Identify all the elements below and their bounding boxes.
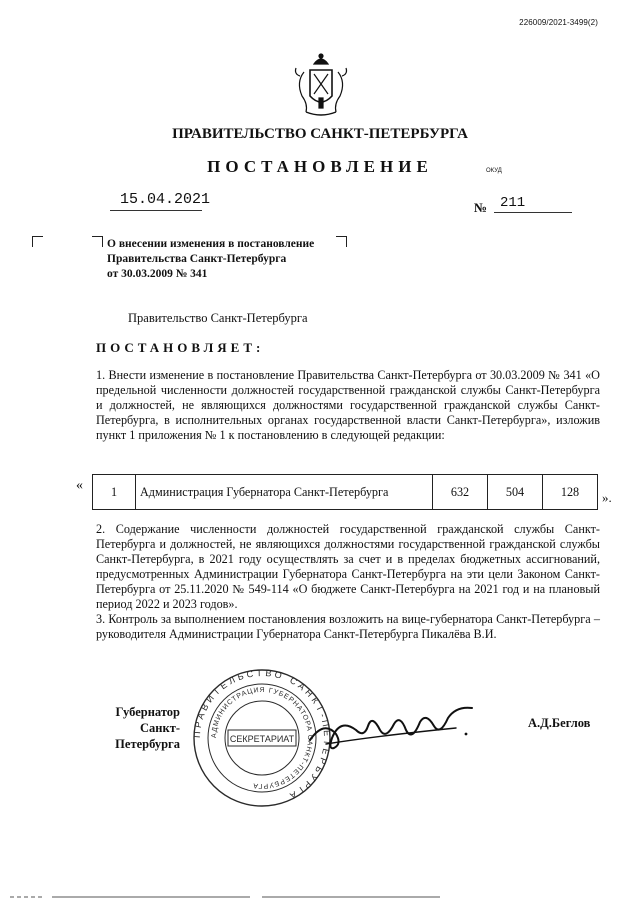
table-cell-name: Администрация Губернатора Санкт-Петербурга — [136, 475, 433, 510]
paragraph-3: 3. Контроль за выполнением постановления возложить на вице-губернатора Санкт-Петербурга – руководителя Администрации Губернатора Санкт-Петербурга Пикалёва В.И. — [96, 612, 600, 641]
subject-line: от 30.03.2009 № 341 — [107, 268, 208, 280]
table-cell-value: 128 — [543, 475, 598, 510]
table-cell-number: 1 — [93, 475, 136, 510]
seal-outer-text: ПРАВИТЕЛЬСТВО САНКТ-ПЕТЕРБУРГА — [192, 668, 332, 803]
okud-label: ОКУД — [486, 168, 502, 174]
coat-of-arms-icon — [292, 52, 350, 118]
quote-close: ». — [602, 490, 612, 505]
table-cell-value: 504 — [488, 475, 543, 510]
paragraph-2: 2. Содержание численности должностей государственной гражданской службы Санкт-Петербурга и должностей, не являющихся должностями государственной гражданской службы Санкт-Петербурга, в 2021 году осуществлять за счет и в пределах бюджетных ассигнований, предусмотренных Администрации Губернатора Санкт-Петербурга на эти цели Законом Санкт-Петербурга от 25.11.2020 № 549-114 «О бюджете Санкт-Петербурга на 2021 год и на плановый период 2022 и 2023 годов». — [96, 522, 600, 611]
corner-mark-subject-start — [92, 236, 103, 247]
signatory-title — [80, 704, 180, 752]
subject-line: О внесении изменения в постановление — [107, 238, 315, 250]
signatory-title-line: Губернатор — [115, 705, 180, 719]
staff-limit-table — [92, 474, 598, 510]
handwritten-signature — [306, 700, 476, 760]
date-underline — [110, 210, 202, 211]
number-label: № — [474, 200, 488, 215]
document-number: 211 — [500, 195, 526, 211]
corner-mark-left — [32, 236, 43, 247]
document-subject — [107, 237, 367, 282]
organization-title: ПРАВИТЕЛЬСТВО САНКТ-ПЕТЕРБУРГА — [172, 126, 468, 142]
document-type: ПОСТАНОВЛЕНИЕ — [207, 157, 433, 176]
quote-open: « — [76, 478, 83, 493]
signatory-title-line: Санкт-Петербурга — [115, 721, 180, 751]
paragraph-1: 1. Внести изменение в постановление Правительства Санкт-Петербурга от 30.03.2009 № 341 «О предельной численности должностей государственной гражданской службы Санкт-Петербурга и должностей, не являющихся должностями государственной гражданской службы Санкт-Петербурга, в исполнительных органах государственной власти Санкт-Петербурга», изложив пункт 1 приложения № 1 к постановлению в следующей редакции: — [96, 368, 600, 442]
signatory-name: А.Д.Беглов — [528, 716, 591, 730]
document-reg-number: 226009/2021-3499(2) — [519, 18, 598, 27]
table-cell-value: 632 — [433, 475, 488, 510]
number-underline — [494, 212, 572, 213]
document-date: 15.04.2021 — [120, 191, 211, 208]
table-row — [93, 475, 598, 510]
footer-rule — [0, 896, 640, 898]
preamble: Правительство Санкт-Петербурга — [128, 311, 308, 325]
subject-line: Правительства Санкт-Петербурга — [107, 253, 287, 265]
seal-inner-text: АДМИНИСТРАЦИЯ ГУБЕРНАТОРА САНКТ-ПЕТЕРБУРГА — [210, 686, 314, 790]
seal-center-text: СЕКРЕТАРИАТ — [229, 734, 295, 744]
decree-heading: ПОСТАНОВЛЯЕТ: — [96, 340, 265, 355]
